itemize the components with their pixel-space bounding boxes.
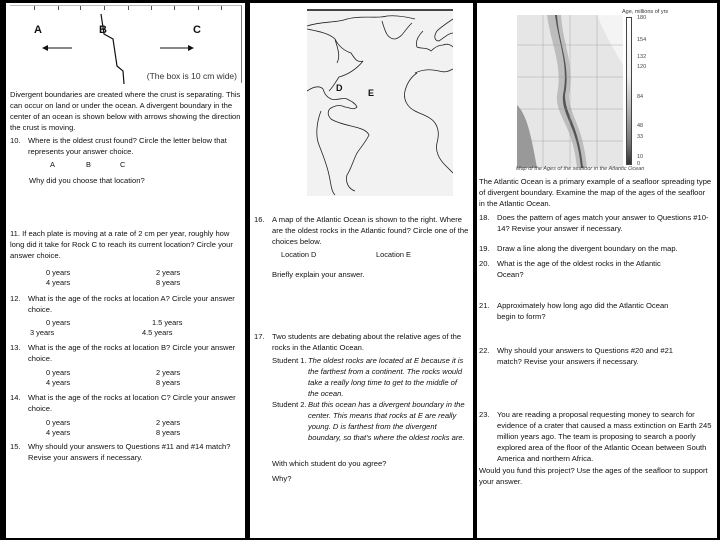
legend-tick: 180 xyxy=(637,15,647,21)
choice[interactable]: 0 years xyxy=(46,318,71,327)
choice[interactable]: 2 years xyxy=(156,418,181,427)
question-16: 16. A map of the Atlantic Ocean is shown to the right. Where are the oldest rocks in the Atlantic found? Circle one of the choices below. xyxy=(254,215,469,246)
legend-tick: 132 xyxy=(637,54,647,60)
legend-tick: 10 xyxy=(637,154,644,160)
choice[interactable]: 8 years xyxy=(156,278,181,287)
choice[interactable]: 2 years xyxy=(156,368,181,377)
divergent-boundary-diagram xyxy=(10,5,242,83)
continents-outline-icon xyxy=(307,11,453,196)
q16-followup: Briefly explain your answer. xyxy=(272,270,365,279)
question-14: 14. What is the age of the rocks at location C? Circle your answer choice. xyxy=(10,393,236,413)
middle-panel xyxy=(250,3,473,538)
choice[interactable]: 0 years xyxy=(46,418,71,427)
question-13: 13. What is the age of the rocks at location B? Circle your answer choice. xyxy=(10,343,236,363)
choice[interactable]: 4 years xyxy=(46,428,71,437)
seafloor-age-shading-icon xyxy=(517,15,623,168)
q14-choices xyxy=(6,417,238,439)
right-intro-text: The Atlantic Ocean is a primary example of a seafloor spreading type of divergent boundary. Examine the map of the ages of the seafloor in the Atlantic Ocean. xyxy=(479,177,712,208)
question-23: 23. You are reading a proposal requesting money to search for evidence of a crater that caused a mass extinction on Earth 245 million years ago. The team is proposing to search a poorly explored area of the floor of the Atlantic Ocean between South America and northern Africa. xyxy=(479,410,712,463)
q12-choices xyxy=(6,317,238,339)
choice[interactable]: 2 years xyxy=(156,268,181,277)
legend-tick: 84 xyxy=(637,94,644,100)
intro-text: Divergent boundaries are created where the crust is separating. This can occur on land or under the ocean. A divergent boundary in the center of an ocean is shown below with arrows showing the direction the crust is moving. xyxy=(10,90,241,132)
legend-title: Age, millions of yrs xyxy=(622,9,669,15)
question-15: 15. Why should your answers to Questions #11 and #14 match? Revise your answers if necessary. xyxy=(10,442,231,462)
label-a: A xyxy=(34,24,42,36)
choice[interactable]: 8 years xyxy=(156,428,181,437)
student-1-statement: Student 1. The oldest rocks are located at E because it is the farthest from a continent. The rocks would take a really long time to get to the middle of the ocean. xyxy=(272,356,464,398)
choice-location-e[interactable]: Location E xyxy=(376,250,411,259)
legend-tick: 154 xyxy=(637,37,647,43)
label-c: C xyxy=(193,24,201,36)
q10-choices xyxy=(6,159,238,170)
question-22: 22. Why should your answers to Questions #20 and #21 match? Revise your answers if necessary. xyxy=(479,346,674,366)
choice[interactable]: 4.5 years xyxy=(142,328,173,337)
choice[interactable]: 3 years xyxy=(30,328,55,337)
q16-choices xyxy=(250,249,470,260)
left-panel xyxy=(6,3,245,538)
choice[interactable]: 4 years xyxy=(46,378,71,387)
q17-agree: With which student do you agree? xyxy=(272,459,387,468)
question-21: 21. Approximately how long ago did the Atlantic Ocean begin to form? xyxy=(479,301,669,321)
atlantic-outline-map xyxy=(307,9,453,196)
q10-followup: Why did you choose that location? xyxy=(29,176,145,185)
choice[interactable]: 8 years xyxy=(156,378,181,387)
worksheet-page xyxy=(6,3,717,538)
age-legend-bar xyxy=(626,17,632,165)
legend-tick: 120 xyxy=(637,64,647,70)
question-10: 10. Where is the oldest crust found? Circle the letter below that represents your answer choice. xyxy=(10,136,227,156)
choice-b[interactable]: B xyxy=(86,160,91,169)
choice[interactable]: 1.5 years xyxy=(152,318,183,327)
q13-choices xyxy=(6,367,238,389)
q17-why: Why? xyxy=(272,474,292,483)
choice-a[interactable]: A xyxy=(50,160,55,169)
right-panel xyxy=(477,3,717,538)
legend-tick: 48 xyxy=(637,123,644,129)
question-18: 18. Does the pattern of ages match your answer to Questions #10-14? Revise your answer if necessary. xyxy=(479,213,709,233)
legend-tick: 33 xyxy=(637,134,644,140)
q23-followup: Would you fund this project? Use the ages of the seafloor to support your answer. xyxy=(479,466,708,486)
choice[interactable]: 4 years xyxy=(46,278,71,287)
question-19: 19. Draw a line along the divergent boundary on the map. xyxy=(479,244,678,253)
label-e: E xyxy=(368,88,375,98)
choice-location-d[interactable]: Location D xyxy=(281,250,317,259)
seafloor-age-map xyxy=(517,15,623,168)
label-b: B xyxy=(99,24,107,36)
map-caption: Map of the Ages of the seafloor in the Atlantic Ocean xyxy=(516,166,645,172)
student-2-statement: Student 2. But this ocean has a divergent boundary in the center. This means that rocks at E are really young. D is farthest from the divergent boundary, so that’s where the oldest rocks are. xyxy=(272,400,465,442)
question-20: 20. What is the age of the oldest rocks in the Atlantic Ocean? xyxy=(479,259,661,279)
choice[interactable]: 0 years xyxy=(46,368,71,377)
choice[interactable]: 0 years xyxy=(46,268,71,277)
legend-tick: 0 xyxy=(637,161,641,167)
choice-c[interactable]: C xyxy=(120,160,126,169)
label-d: D xyxy=(336,83,343,93)
question-12: 12. What is the age of the rocks at location A? Circle your answer choice. xyxy=(10,294,235,314)
q11-choices xyxy=(6,267,238,289)
question-17: 17. Two students are debating about the relative ages of the rocks in the Atlantic Ocean. xyxy=(254,332,462,352)
question-11: 11. If each plate is moving at a rate of 2 cm per year, roughly how long did it take for Rock C to reach its current location? Circle your answer choice. xyxy=(10,229,233,260)
diagram-caption: (The box is 10 cm wide) xyxy=(146,71,237,81)
